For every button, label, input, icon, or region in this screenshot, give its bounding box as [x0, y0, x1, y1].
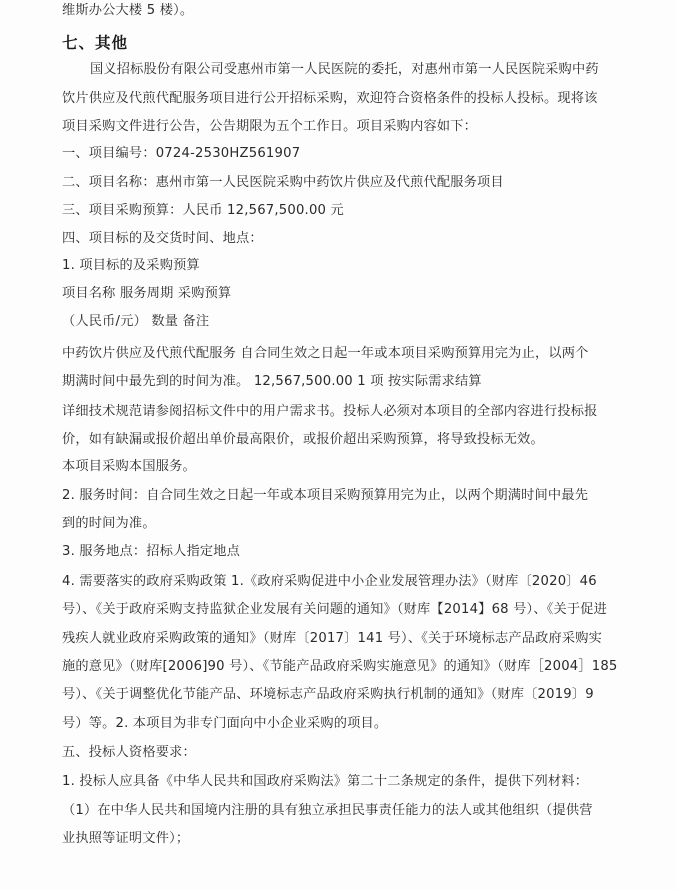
policy-line: 4. 需要落实的政府采购政策 1.《政府采购促进中小企业发展管理办法》（财库〔2020〕46 [62, 574, 597, 589]
table-header-line: （人民币/元） 数量 备注 [62, 314, 210, 329]
project-budget: 三、项目采购预算：人民币 12,567,500.00 元 [62, 203, 344, 218]
service-location: 3. 服务地点：招标人指定地点 [62, 544, 241, 559]
policy-line: 施的意见》（财库[2006]90 号）、《节能产品政府采购实施意见》的通知》（财库［2004］185 [62, 659, 618, 674]
table-row-line: 期满时间中最先到的时间为准。 12,567,500.00 1 项 按实际需求结算 [62, 374, 482, 389]
paragraph-line: 国义招标股份有限公司受惠州市第一人民医院的委托，对惠州市第一人民医院采购中药 [90, 62, 599, 77]
paragraph-line: 饮片供应及代煎代配服务项目进行公开招标采购，欢迎符合资格条件的投标人投标。现将该 [62, 91, 598, 106]
subject-heading: 四、项目标的及交货时间、地点： [62, 231, 263, 246]
policy-line: 号）、《关于政府采购支持监狱企业发展有关问题的通知》（财库【2014】68 号）、《关于促进 [62, 602, 608, 617]
policy-line: 残疾人就业政府采购政策的通知》（财库〔2017〕141 号）、《关于环境标志产品政府采购实 [62, 631, 603, 646]
qualification-item: 业执照等证明文件）； [62, 831, 190, 846]
text-line: 维斯办公大楼 5 楼）。 [62, 3, 194, 18]
section-heading-other: 七、其他 [62, 34, 129, 52]
service-time: 2. 服务时间：自合同生效之日起一年或本项目采购预算用完为止，以两个期满时间中最先 [62, 488, 589, 503]
qualification-item: 1. 投标人应具备《中华人民共和国政府采购法》第二十二条规定的条件，提供下列材料： [62, 774, 589, 789]
paragraph-line: 详细技术规范请参阅招标文件中的用户需求书。投标人必须对本项目的全部内容进行投标报 [62, 404, 598, 419]
table-row-line: 中药饮片供应及代煎代配服务 自合同生效之日起一年或本项目采购预算用完为止，以两个 [62, 346, 589, 361]
paragraph-line: 本项目采购本国服务。 [62, 459, 196, 474]
paragraph-line: 价，如有缺漏或报价超出单价最高限价，或报价超出采购预算，将导致投标无效。 [62, 432, 544, 447]
policy-line: 号）、《关于调整优化节能产品、环境标志产品政府采购执行机制的通知》（财库〔2019〕9 [62, 687, 594, 702]
subject-item: 1. 项目标的及采购预算 [62, 258, 200, 273]
qualification-item: （1）在中华人民共和国境内注册的具有独立承担民事责任能力的法人或其他组织（提供营 [62, 803, 593, 818]
qualification-heading: 五、投标人资格要求： [62, 745, 196, 760]
project-name: 二、项目名称：惠州市第一人民医院采购中药饮片供应及代煎代配服务项目 [62, 175, 504, 190]
table-header-line: 项目名称 服务周期 采购预算 [62, 286, 232, 301]
paragraph-line: 项目采购文件进行公告，公告期限为五个工作日。项目采购内容如下： [62, 119, 478, 134]
policy-line: 号）等。2. 本项目为非专门面向中小企业采购的项目。 [62, 716, 388, 731]
project-number: 一、项目编号：0724-2530HZ561907 [62, 146, 301, 161]
service-time: 到的时间为准。 [62, 516, 156, 531]
